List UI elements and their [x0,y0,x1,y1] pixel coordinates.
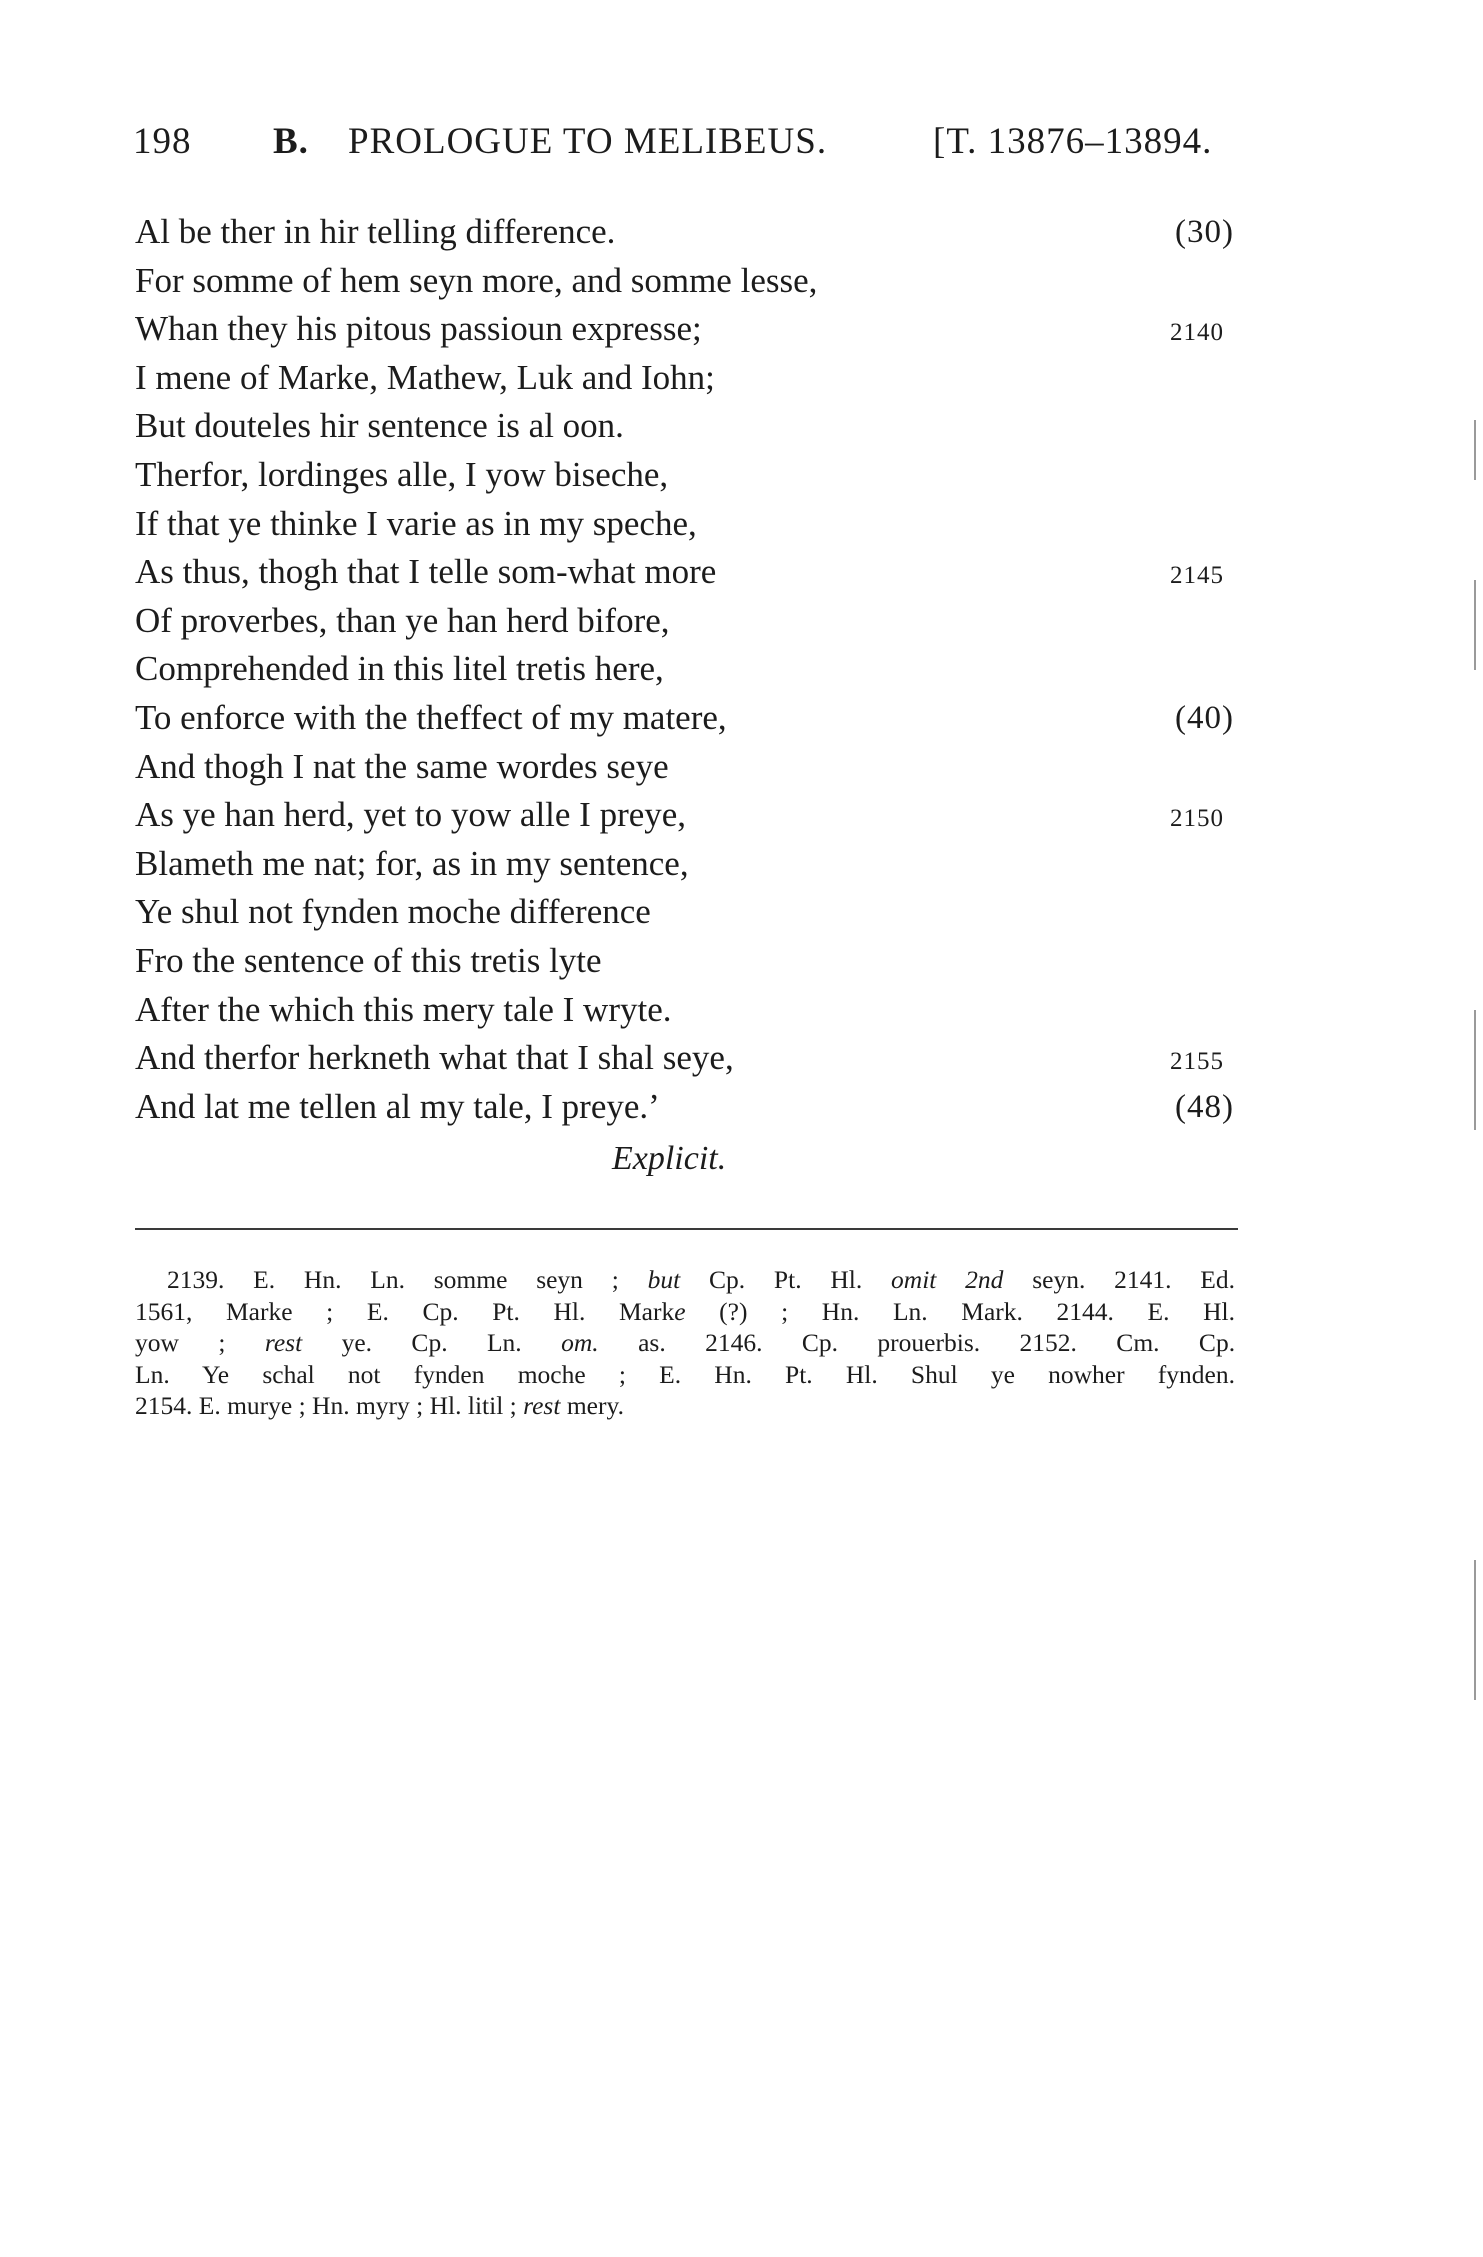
footnote-text: (?) ; Hn. Ln. Mark. 2144. E. Hl. [719,1296,1235,1326]
verse-number: (40) [1175,699,1234,736]
footnote-text: Ln. Ye schal not fynden moche ; E. Hn. Pt. Hl. Shul ye nowher fynden. [135,1359,1235,1389]
verse-text: As ye han herd, yet to yow alle I preye, [135,795,687,835]
margin-mark [1474,580,1476,670]
footnote-italic: rest [264,1328,303,1357]
verse-line [135,937,1235,986]
verse-block [135,208,1235,1131]
verse-line [135,743,1235,792]
verse-line [135,548,1235,597]
verse-line [135,257,1235,306]
footnote-line [135,1390,1235,1422]
verse-line [135,451,1235,500]
verse-text: Comprehended in this litel tretis here, [135,649,664,689]
footnote-text: 2139. E. Hn. Ln. somme seyn ; [167,1265,619,1294]
section-letter: B. [273,121,309,162]
verse-line [135,791,1235,840]
verse-line [135,402,1235,451]
explicit-heading: Explicit. [612,1140,727,1177]
verse-text: And therfor herkneth what that I shal seye, [135,1038,734,1078]
footnote-italic: om. [561,1328,599,1357]
verse-text: Therfor, lordinges alle, I yow biseche, [135,454,669,494]
verse-text: Of proverbes, than ye han herd bifore, [135,600,670,640]
footnote-text: seyn. 2141. Ed. [1032,1265,1236,1294]
verse-number: 2140 [1170,319,1224,347]
footnote-italic: e [674,1296,686,1326]
verse-number: 2145 [1170,562,1224,590]
verse-line [135,1034,1235,1083]
footnote-divider [135,1228,1238,1230]
verse-line [135,597,1235,646]
verse-number: (48) [1175,1088,1234,1125]
verse-text: Al be ther in hir telling difference. [135,212,616,251]
page-number: 198 [133,121,192,162]
margin-mark [1474,420,1476,480]
footnote-text: 2154. E. murye ; Hn. myry ; Hl. litil ; [135,1391,517,1420]
verse-line [135,888,1235,937]
verse-line [135,986,1235,1035]
verse-line [135,694,1235,743]
verse-text: And thogh I nat the same wordes seye [135,746,669,786]
verse-text: As thus, thogh that I telle som-what more [135,552,717,592]
verse-number: (30) [1175,214,1234,250]
verse-line [135,500,1235,549]
verse-text: I mene of Marke, Mathew, Luk and Iohn; [135,357,715,397]
margin-mark [1474,1560,1476,1700]
footnote-text: 1561, Marke ; E. Cp. Pt. Hl. Mark [135,1296,675,1326]
margin-mark [1474,1010,1476,1130]
verse-text: But douteles hir sentence is al oon. [135,406,624,446]
footnote-line [135,1264,1235,1296]
verse-text: Whan they his pitous passioun expresse; [135,309,702,349]
footnote-text: ye. Cp. Ln. [341,1328,522,1357]
footnote-text: yow ; [135,1328,226,1357]
footnote-line [135,1296,1235,1328]
verse-line [135,354,1235,403]
verse-text: And lat me tellen al my tale, I preye.’ [135,1086,660,1126]
footnote-text: Cp. Pt. Hl. [709,1265,863,1294]
verse-line [135,208,1235,257]
footnote-line [135,1327,1235,1359]
verse-line [135,840,1235,889]
verse-text: For somme of hem seyn more, and somme lesse, [135,260,818,300]
verse-text: Ye shul not fynden moche difference [135,892,651,932]
verse-number: 2150 [1170,805,1224,833]
footnote-text: as. 2146. Cp. prouerbis. 2152. Cm. Cp. [638,1328,1236,1357]
verse-line [135,645,1235,694]
verse-number: 2155 [1170,1048,1224,1076]
footnote-text: mery. [566,1391,624,1420]
verse-text: To enforce with the theffect of my matere, [135,697,727,737]
verse-text: Blameth me nat; for, as in my sentence, [135,843,689,883]
footnote-italic: rest [523,1391,561,1420]
footnote-italic: but [647,1265,681,1294]
verse-line [135,305,1235,354]
verse-text: After the which this mery tale I wryte. [135,989,672,1029]
verse-line [135,1083,1235,1132]
footnote-line [135,1359,1235,1391]
line-range: [T. 13876–13894. [933,121,1213,162]
page-title: PROLOGUE TO MELIBEUS. [348,121,828,162]
footnote-italic: omit 2nd [891,1265,1004,1294]
verse-text: Fro the sentence of this tretis lyte [135,940,602,980]
verse-text: If that ye thinke I varie as in my speche, [135,503,697,543]
footnotes [135,1264,1235,1422]
running-header [133,120,1233,170]
